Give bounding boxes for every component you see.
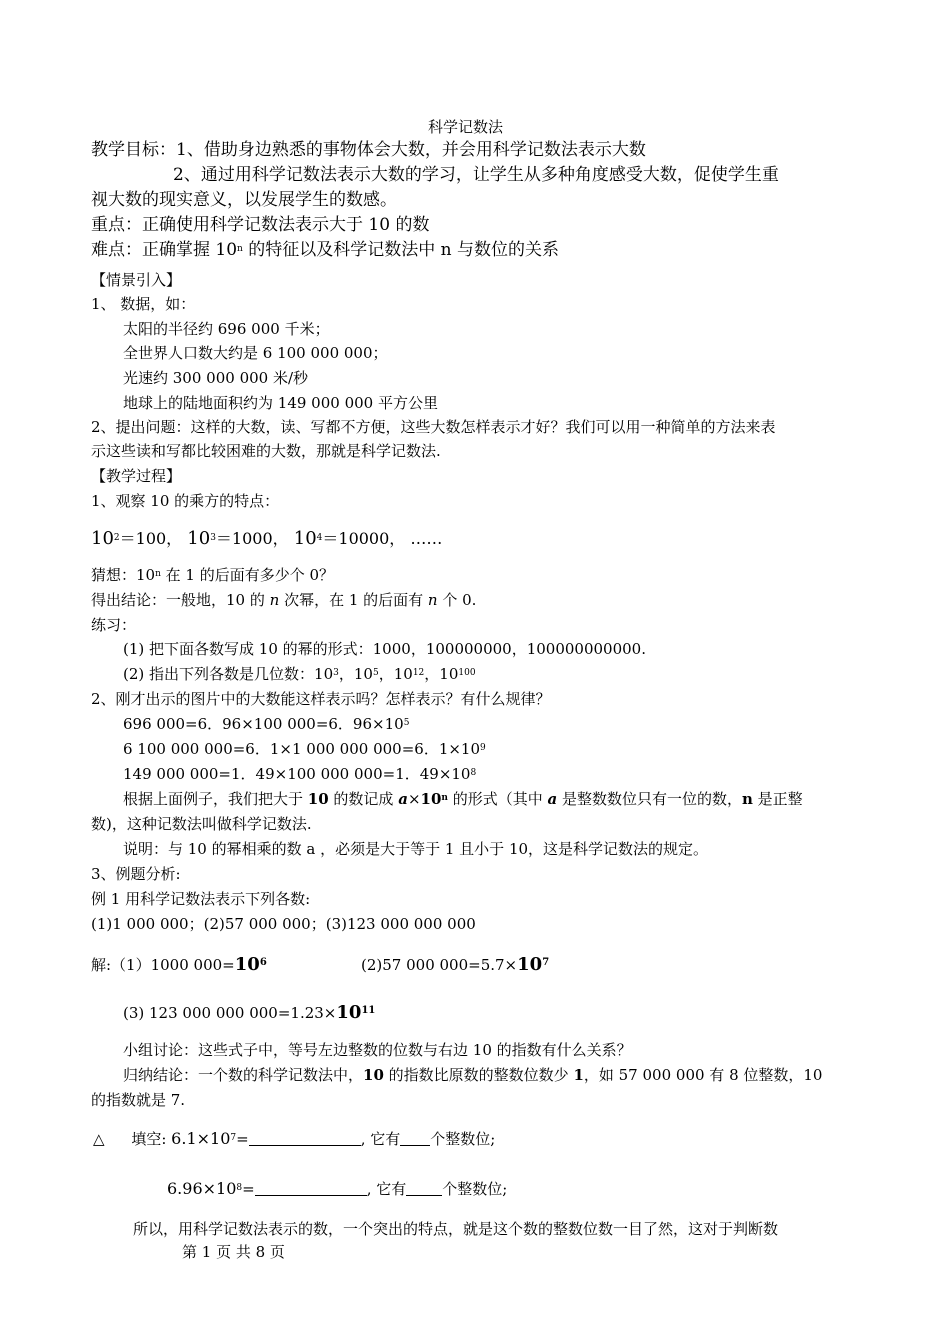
induction-line-2: 的指数就是 7. [91,1091,186,1109]
triangle-icon: △ [93,1130,105,1148]
guess-pre: 猜想：10 [91,566,156,584]
discussion: 小组讨论：这些式子中，等号左边整数的位数与右边 10 的指数有什么关系？ [123,1041,632,1059]
conclusion-pre: 得出结论：一般地，10 的 [91,591,270,609]
data-item-4: 地球上的陆地面积约为 149 000 000 平方公里 [123,394,438,412]
power-base-1: 10 [91,528,114,549]
rule-p5: 是正整 [752,790,803,808]
conclusion-mid: 次幂，在 1 的后面有 [279,591,428,609]
process-3: 3、例题分析: [91,865,181,883]
intro-1: 1、 数据，如： [91,295,196,313]
guess [91,567,334,584]
rule-ten: 10 [307,790,329,808]
fill-label: 填空: [131,1130,167,1148]
induction-line-1 [123,1067,822,1084]
power-val-1: ＝100， [119,529,183,548]
rule-p1: 根据上面例子，我们把大于 [123,790,308,808]
solution-2 [361,955,549,976]
solution-3-text: (3) 123 000 000 000=1.23× [123,1004,337,1022]
fill-1-answer-blank[interactable] [249,1131,361,1146]
fill-2-mid: , 它有 [366,1180,407,1198]
fill-2 [167,1180,507,1198]
induction-p2: 的指数比原数的整数位数少 [383,1066,574,1084]
rule-p4: 是整数数位只有一位的数， [557,790,742,808]
rule-n2: n [742,790,753,808]
data-item-2: 全世界人口数大约是 6 100 000 000； [123,344,388,362]
process-2: 2、刚才出示的图片中的大数能这样表示吗？怎样表示？有什么规律？ [91,690,551,708]
solution-3-exp: 11 [361,1005,376,1016]
practice-2-sep-3: ， [424,665,440,683]
rule-p3: 的形式（其中 [447,790,548,808]
conclusion-n2: n [427,591,438,609]
equation-1-text: 696 000=6．96×100 000=6．96×10 [123,715,404,733]
conclusion-post: 个 0. [437,591,477,609]
power-val-2: ＝1000， [215,529,289,548]
practice-2 [123,666,476,683]
rule-a: a [398,790,408,808]
fill-1-exp: 7 [230,1133,237,1143]
closing: 所以，用科学记数法表示的数，一个突出的特点，就是这个数的整数位数一目了然，这对于判断数 [133,1220,779,1238]
solution-2-exp: 7 [542,957,550,968]
goal-2b: 视大数的现实意义，以发展学生的数感。 [91,190,397,210]
solution-1-exp: 6 [259,957,267,968]
practice-2-sep-2: ， [378,665,394,683]
rule-line-1 [123,791,803,808]
solution-1 [91,955,267,976]
equation-3 [123,766,476,783]
power-val-3: ＝10000， [322,529,406,548]
example-1: 例 1 用科学记数法表示下列各数: [91,890,311,908]
conclusion [91,592,476,609]
solution-1-text: 解:（1）1000 000= [91,956,235,974]
equation-2 [123,741,486,758]
practice-2-a-exp: 3 [333,668,339,678]
equation-1 [123,716,409,733]
equation-1-exp: 5 [403,718,410,728]
section-intro: 【情景引入】 [91,271,182,289]
process-1: 1、观察 10 的乘方的特点： [91,492,280,510]
fill-1-digits-blank[interactable] [400,1131,430,1146]
data-item-1: 太阳的半径约 696 000 千米； [123,320,330,338]
induction-ten: 10 [363,1066,384,1084]
conclusion-n1: n [269,591,280,609]
power-exp-2: 3 [210,533,216,543]
practice-2-pre: (2) 指出下列各数是几位数： [123,665,315,683]
fill-1-mid: , 它有 [360,1130,401,1148]
power-base-3: 10 [293,528,317,549]
practice-2-b: 10 [353,665,373,683]
fill-2-expr: 6.96×10 [167,1179,237,1198]
practice-2-a: 10 [314,665,334,683]
intro-2b: 示这些读和写都比较困难的大数，那就是科学记数法. [91,442,441,460]
goal-1: 教学目标：1、借助身边熟悉的事物体会大数，并会用科学记数法表示大数 [91,140,646,160]
solution-1-base: 10 [234,954,260,975]
practice-2-b-exp: 5 [372,668,379,678]
intro-2a: 2、提出问题：这样的大数，读、写都不方便，这些大数怎样表示才好？我们可以用一种简单的方法来表 [91,418,776,436]
fill-1 [93,1130,495,1148]
solution-3 [123,1003,375,1024]
equation-3-text: 149 000 000=1．49×100 000 000=1．49×10 [123,765,471,783]
difficulty [91,241,559,261]
guess-post: 在 1 的后面有多少个 0？ [160,566,335,584]
fill-2-eq: = [242,1180,255,1198]
power-exp-1: 2 [113,533,120,543]
fill-2-digits-blank[interactable] [406,1181,442,1196]
rule-times: × [407,790,421,808]
rule-line-2: 数)，这种记数法叫做科学记数法. [91,815,312,833]
equation-2-text: 6 100 000 000=6．1×1 000 000 000=6．1×10 [123,740,481,758]
section-process: 【教学过程】 [91,467,182,485]
rule-a2: a [547,790,558,808]
power-dots: …… [410,529,443,548]
fill-2-answer-blank[interactable] [255,1181,367,1196]
practice-2-sep-1: ， [338,665,354,683]
goal-2a: 2、通过用科学记数法表示大数的学习，让学生从多种角度感受大数，促使学生重 [173,165,779,185]
difficulty-post: 的特征以及科学记数法中 n 与数位的关系 [242,240,560,260]
practice-2-c-exp: 12 [412,668,425,678]
difficulty-pre: 难点：正确掌握 10 [91,240,238,260]
fill-1-eq: = [236,1130,249,1148]
induction-p1: 归纳结论：一个数的科学记数法中， [123,1066,364,1084]
data-item-3: 光速约 300 000 000 米/秒 [123,369,309,387]
rule-p2: 的数记成 [328,790,399,808]
solution-3-base: 10 [336,1002,362,1023]
power-exp-3: 4 [316,533,323,543]
power-base-2: 10 [187,528,211,549]
powers-line [91,529,442,550]
practice-label: 练习： [91,616,137,634]
page-footer: 第 1 页 共 8 页 [182,1243,285,1261]
solution-2-text: (2)57 000 000=5.7× [361,956,518,974]
fill-1-post: 个整数位; [430,1130,496,1148]
equation-2-exp: 9 [480,743,486,753]
induction-p3: ，如 57 000 000 有 8 位整数，10 [583,1066,823,1084]
difficulty-exponent: n [237,244,243,254]
fill-1-expr: 6.1×10 [171,1129,231,1148]
practice-1: (1) 把下面各数写成 10 的幂的形式：1000，100000000，100000000000. [123,640,646,658]
rule-base: 10 [420,790,442,808]
solution-2-base: 10 [517,954,543,975]
note: 说明：与 10 的幂相乘的数 a ，必须是大于等于 1 且小于 10，这是科学记数法的规定。 [123,840,709,858]
fill-2-exp: 8 [236,1183,243,1193]
equation-3-exp: 8 [470,768,477,778]
rule-n-exp: n [441,793,448,803]
key-point: 重点：正确使用科学记数法表示大于 10 的数 [91,215,430,235]
practice-2-d: 10 [439,665,459,683]
induction-one: 1 [573,1066,584,1084]
practice-2-c: 10 [393,665,413,683]
fill-2-post: 个整数位; [442,1180,508,1198]
page-title: 科学记数法 [428,118,504,136]
practice-2-d-exp: 100 [458,668,476,678]
guess-exponent: n [155,569,161,579]
example-items: (1)1 000 000；(2)57 000 000；(3)123 000 000 000 [91,915,476,933]
